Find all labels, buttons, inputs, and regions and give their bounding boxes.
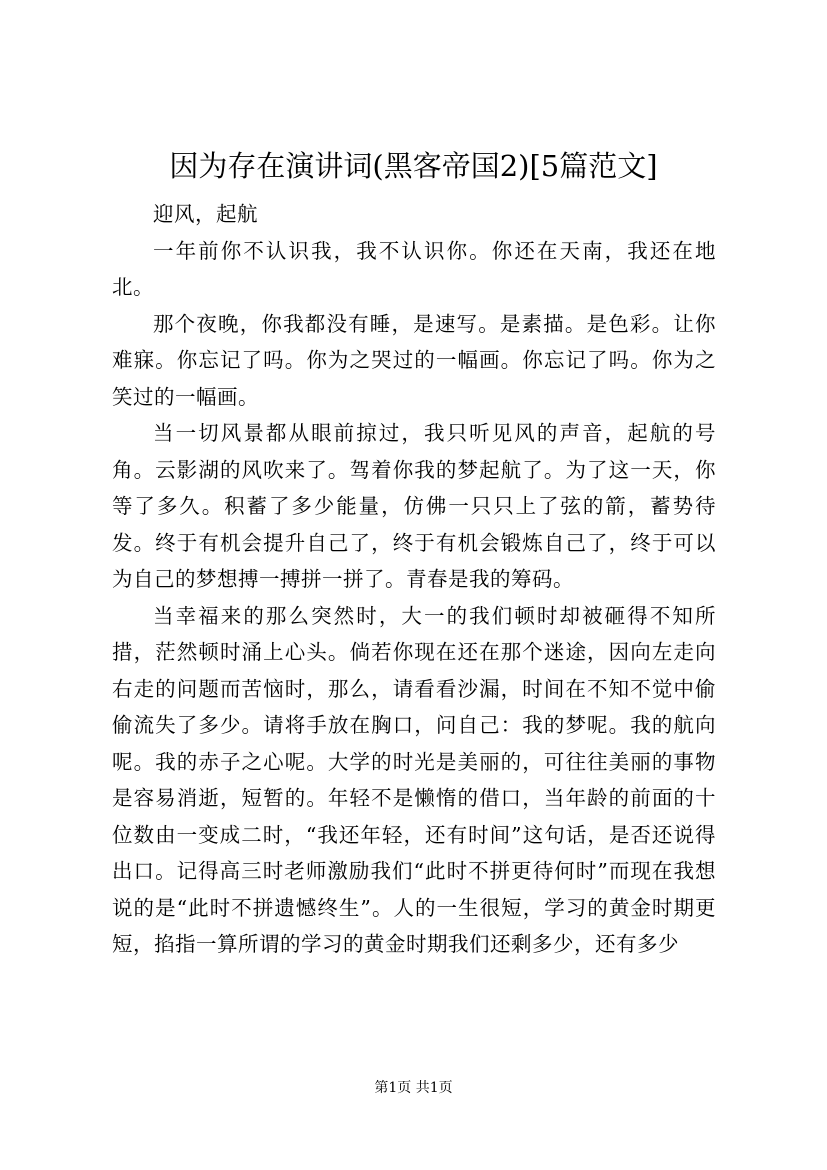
document-title: 因为存在演讲词(黑客帝国2)[5篇范文] — [169, 149, 658, 183]
page-footer: 第1页 共1页 — [374, 1080, 453, 1096]
paragraph: 当一切风景都从眼前掠过，我只听见风的声音，起航的号角。云影湖的风吹来了。驾着你我的梦起航了。为了这一天，你等了多久。积蓄了多少能量，仿佛一只只上了弦的箭，蓄势待发。终于有机会提升自己了，终于有机会锻炼自己了，终于可以为自己的梦想搏一搏拼一拼了。青春是我的筹码。 — [112, 421, 716, 591]
document-body — [112, 196, 716, 963]
paragraph: 那个夜晚，你我都没有睡，是速写。是素描。是色彩。让你难寐。你忘记了吗。你为之哭过的一幅画。你忘记了吗。你为之笑过的一幅画。 — [112, 311, 716, 409]
paragraph: 当幸福来的那么突然时，大一的我们顿时却被砸得不知所措，茫然顿时涌上心头。倘若你现在还在那个迷途，因向左走向右走的问题而苦恼时，那么，请看看沙漏，时间在不知不觉中偷偷流失了多少。请将手放在胸口，问自己：我的梦呢。我的航向呢。我的赤子之心呢。大学的时光是美丽的，可往往美丽的事物是容易消逝，短暂的。年轻不是懒惰的借口，当年龄的前面的十位数由一变成二时，“我还年轻，还有时间”这句话，是否还说得出口。记得高三时老师激励我们“此时不拼更待何时”而现在我想说的是“此时不拼遗憾终生”。人的一生很短，学习的黄金时期更短，掐指一算所谓的学习的黄金时期我们还剩多少，还有多少 — [112, 603, 716, 956]
paragraph: 迎风，起航 — [153, 202, 258, 226]
paragraph: 一年前你不认识我，我不认识你。你还在天南，我还在地北。 — [112, 238, 716, 299]
